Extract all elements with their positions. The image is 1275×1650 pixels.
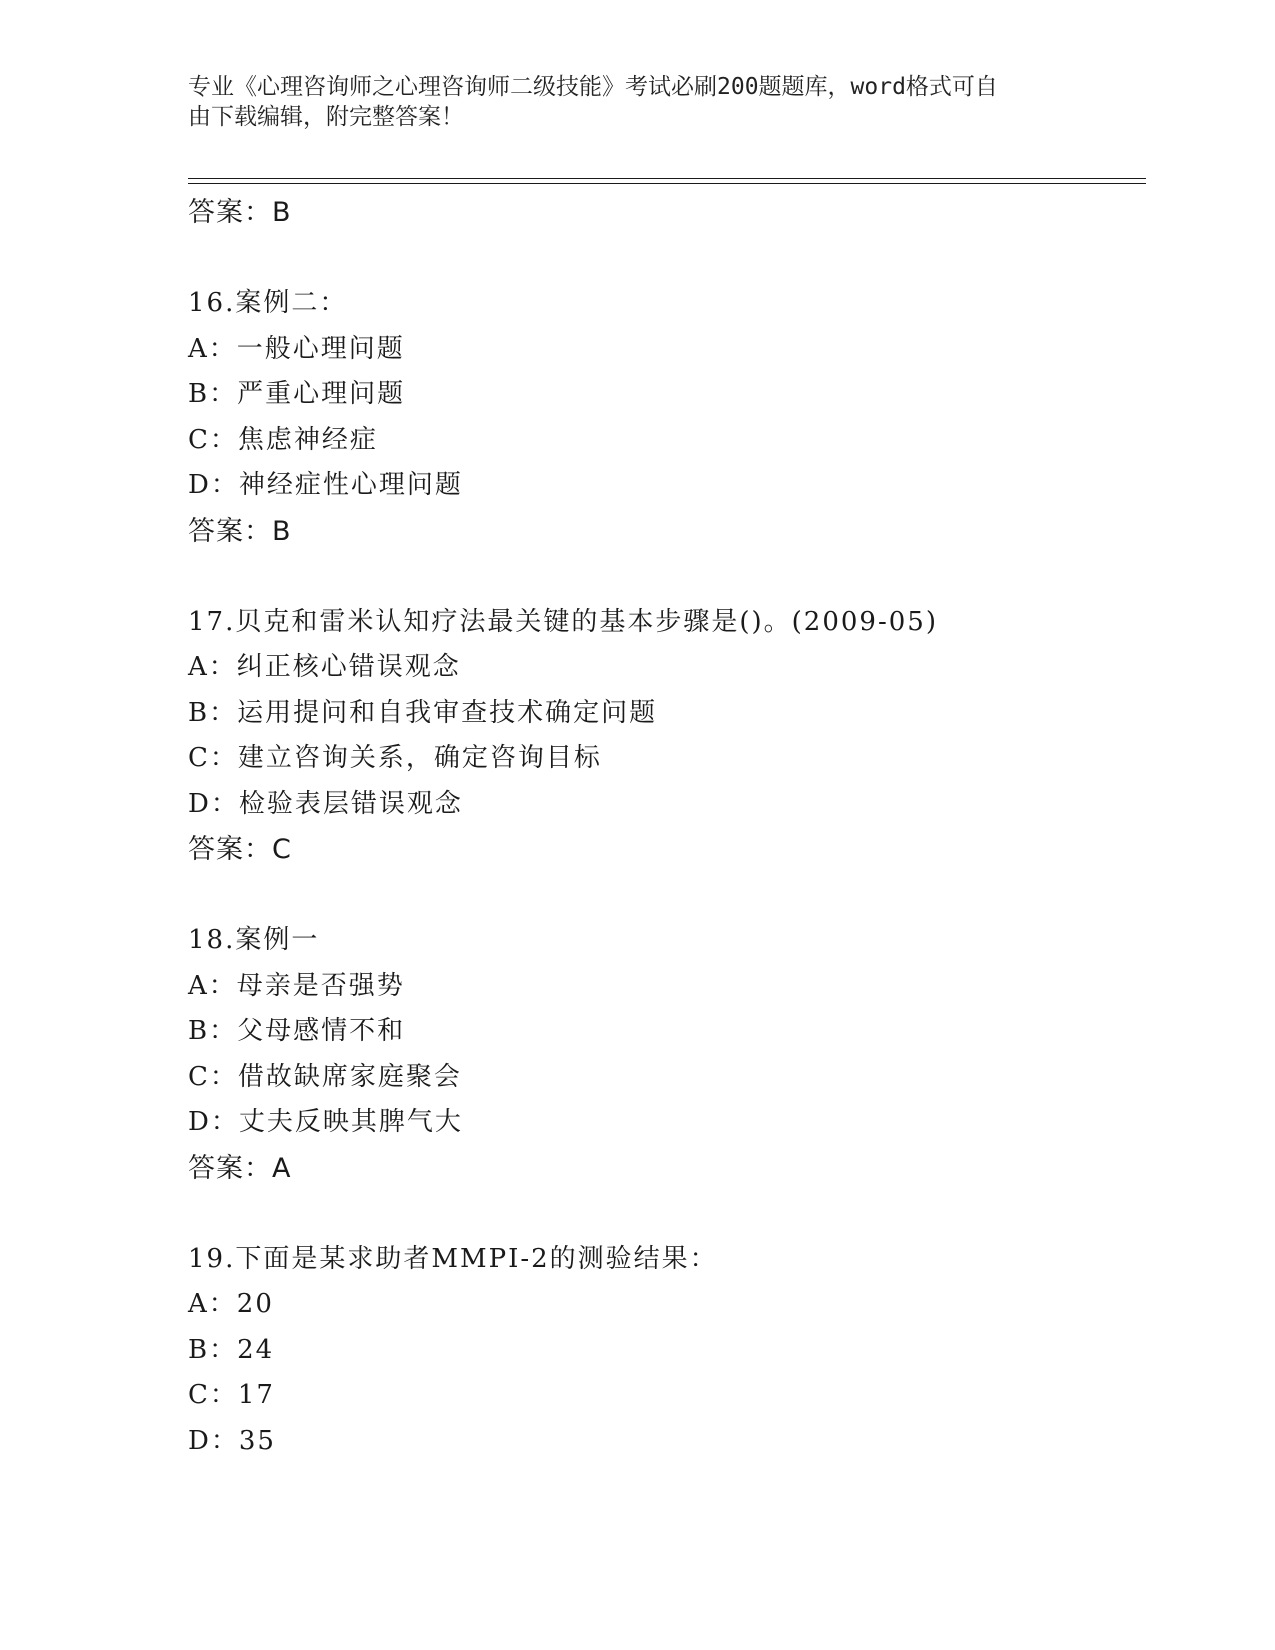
option-c: C：17 [188,1380,275,1410]
option-b: B：父母感情不和 [188,1016,406,1046]
question-stem: 19.下面是某求助者MMPI-2的测验结果： [188,1243,718,1274]
answer: 答案：A [188,1152,292,1184]
question-19 [188,1237,1146,1465]
header-line-2: 由下载编辑，附完整答案！ [188,104,464,130]
option-a: A：母亲是否强势 [188,970,405,1001]
option-b: B：严重心理问题 [188,379,406,409]
option-a: A：一般心理问题 [188,333,405,364]
header-divider-top [188,178,1146,179]
question-stem: 16.案例二： [188,288,348,318]
option-b: B：运用提问和自我审查技术确定问题 [188,697,658,728]
spacer [188,873,1146,919]
option-a: A：20 [188,1289,274,1319]
option-c: C：焦虑神经症 [188,424,378,455]
header-line-1: 专业《心理咨询师之心理咨询师二级技能》考试必刷200题题库，word格式可自 [188,74,998,100]
document-header [188,72,1068,132]
question-stem: 17.贝克和雷米认知疗法最关键的基本步骤是()。(2009-05) [188,606,938,637]
option-c: C：借故缺席家庭聚会 [188,1061,462,1092]
question-17 [188,600,1146,873]
question-stem: 18.案例一 [188,925,320,955]
option-d: D：35 [188,1425,276,1456]
answer-15: 答案：B [188,197,292,228]
option-d: D：检验表层错误观念 [188,788,463,819]
question-list [188,190,1146,1464]
answer: 答案：B [188,515,292,547]
answer: 答案：C [188,834,292,865]
spacer [188,236,1146,282]
option-a: A：纠正核心错误观念 [188,652,461,682]
option-d: D：丈夫反映其脾气大 [188,1107,463,1137]
question-18 [188,918,1146,1191]
spacer [188,1191,1146,1237]
question-16 [188,281,1146,554]
option-c: C：建立咨询关系，确定咨询目标 [188,743,602,773]
header-divider-bottom [188,183,1146,184]
spacer [188,554,1146,600]
option-b: B：24 [188,1334,275,1365]
option-d: D：神经症性心理问题 [188,470,463,500]
